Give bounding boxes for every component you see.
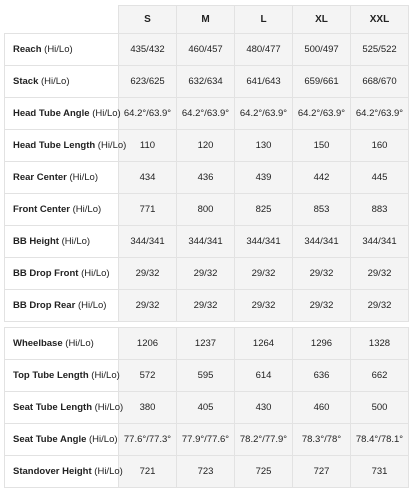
- row-label: BB Drop Rear: [13, 299, 76, 311]
- value-cell-xl: 659/661: [293, 66, 351, 98]
- value-cell-xxl: 731: [351, 456, 409, 488]
- row-unit: (Hi/Lo): [94, 465, 123, 477]
- table-row-bb-drop-front: [5, 258, 409, 290]
- row-label: Reach: [13, 43, 42, 55]
- value-cell-xl: 853: [293, 194, 351, 226]
- value-cell-xl: 636: [293, 360, 351, 392]
- row-unit: (Hi/Lo): [81, 267, 110, 279]
- value-cell-m: 723: [177, 456, 235, 488]
- row-label: BB Drop Front: [13, 267, 79, 279]
- row-label: Rear Center: [13, 171, 67, 183]
- value-cell-l: 344/341: [235, 226, 293, 258]
- row-unit: (Hi/Lo): [92, 107, 121, 119]
- value-cell-xxl: 500: [351, 392, 409, 424]
- value-cell-xxl: 662: [351, 360, 409, 392]
- row-unit: (Hi/Lo): [72, 203, 102, 215]
- value-cell-xxl: 883: [351, 194, 409, 226]
- value-cell-m: 344/341: [177, 226, 235, 258]
- row-label-cell: [5, 194, 119, 226]
- row-unit: (Hi/Lo): [41, 75, 70, 87]
- value-cell-s: 435/432: [119, 34, 177, 66]
- row-label-cell: [5, 290, 119, 322]
- value-cell-l: 614: [235, 360, 293, 392]
- table-row-rear-center: [5, 162, 409, 194]
- row-unit: (Hi/Lo): [44, 43, 73, 55]
- size-header-xl: XL: [293, 6, 351, 34]
- row-label: Front Center: [13, 203, 70, 215]
- value-cell-xxl: 525/522: [351, 34, 409, 66]
- value-cell-xl: 29/32: [293, 290, 351, 322]
- value-cell-s: 77.6°/77.3°: [119, 424, 177, 456]
- value-cell-s: 344/341: [119, 226, 177, 258]
- row-label-cell: [5, 98, 119, 130]
- row-label: Top Tube Length: [13, 369, 89, 381]
- value-cell-s: 434: [119, 162, 177, 194]
- value-cell-xxl: 668/670: [351, 66, 409, 98]
- size-header-l: L: [235, 6, 293, 34]
- row-label-cell: [5, 162, 119, 194]
- table-row-stack: [5, 66, 409, 98]
- value-cell-m: 1237: [177, 328, 235, 360]
- value-cell-xxl: 160: [351, 130, 409, 162]
- table-row-seat-tube-length: [5, 392, 409, 424]
- value-cell-m: 77.9°/77.6°: [177, 424, 235, 456]
- value-cell-m: 436: [177, 162, 235, 194]
- row-label-cell: [5, 34, 119, 66]
- row-unit: (Hi/Lo): [89, 433, 118, 445]
- value-cell-xl: 442: [293, 162, 351, 194]
- row-label-cell: [5, 66, 119, 98]
- value-cell-l: 641/643: [235, 66, 293, 98]
- value-cell-xl: 460: [293, 392, 351, 424]
- size-header-m: M: [177, 6, 235, 34]
- value-cell-s: 623/625: [119, 66, 177, 98]
- value-cell-xxl: 64.2°/63.9°: [351, 98, 409, 130]
- value-cell-s: 1206: [119, 328, 177, 360]
- row-unit: (Hi/Lo): [77, 299, 107, 311]
- value-cell-s: 110: [119, 130, 177, 162]
- table-row-wheelbase: [5, 328, 409, 360]
- row-label: Stack: [13, 75, 39, 87]
- row-label-cell: [5, 226, 119, 258]
- value-cell-xxl: 344/341: [351, 226, 409, 258]
- value-cell-m: 29/32: [177, 258, 235, 290]
- value-cell-m: 460/457: [177, 34, 235, 66]
- value-cell-xxl: 29/32: [351, 290, 409, 322]
- value-cell-m: 64.2°/63.9°: [177, 98, 235, 130]
- table-row-reach: [5, 34, 409, 66]
- row-label-cell: [5, 258, 119, 290]
- row-unit: (Hi/Lo): [94, 401, 124, 413]
- row-label: Wheelbase: [13, 337, 63, 349]
- value-cell-l: 130: [235, 130, 293, 162]
- value-cell-s: 29/32: [119, 258, 177, 290]
- value-cell-l: 1264: [235, 328, 293, 360]
- row-label-cell: [5, 392, 124, 424]
- value-cell-s: 572: [119, 360, 177, 392]
- value-cell-xl: 29/32: [293, 258, 351, 290]
- row-unit: (Hi/Lo): [97, 139, 127, 151]
- table-row-head-tube-angle: [5, 98, 409, 130]
- size-header-xxl: XXL: [351, 6, 409, 34]
- row-label-cell: [5, 424, 119, 456]
- value-cell-xl: 344/341: [293, 226, 351, 258]
- row-unit: (Hi/Lo): [91, 369, 120, 381]
- value-cell-l: 430: [235, 392, 293, 424]
- table-row-standover-height: [5, 456, 409, 488]
- table-row-front-center: [5, 194, 409, 226]
- row-label: Seat Tube Angle: [13, 433, 87, 445]
- row-label-cell: [5, 130, 127, 162]
- value-cell-s: 721: [119, 456, 177, 488]
- row-label-cell: [5, 360, 119, 392]
- header-corner: [5, 6, 119, 34]
- geometry-table: [4, 5, 409, 488]
- value-cell-l: 64.2°/63.9°: [235, 98, 293, 130]
- value-cell-s: 29/32: [119, 290, 177, 322]
- value-cell-xl: 1296: [293, 328, 351, 360]
- value-cell-l: 78.2°/77.9°: [235, 424, 293, 456]
- value-cell-m: 595: [177, 360, 235, 392]
- value-cell-xl: 727: [293, 456, 351, 488]
- table-row-head-tube-length: [5, 130, 409, 162]
- value-cell-s: 380: [119, 392, 177, 424]
- value-cell-xl: 64.2°/63.9°: [293, 98, 351, 130]
- value-cell-xxl: 29/32: [351, 258, 409, 290]
- value-cell-xxl: 78.4°/78.1°: [351, 424, 409, 456]
- value-cell-xxl: 445: [351, 162, 409, 194]
- row-label: Head Tube Length: [13, 139, 96, 151]
- value-cell-xl: 78.3°/78°: [293, 424, 351, 456]
- value-cell-s: 771: [119, 194, 177, 226]
- row-unit: (Hi/Lo): [65, 337, 94, 349]
- value-cell-l: 480/477: [235, 34, 293, 66]
- value-cell-l: 29/32: [235, 290, 293, 322]
- geometry-table-body: [5, 34, 409, 488]
- value-cell-xxl: 1328: [351, 328, 409, 360]
- row-unit: (Hi/Lo): [69, 171, 99, 183]
- value-cell-l: 29/32: [235, 258, 293, 290]
- value-cell-l: 825: [235, 194, 293, 226]
- table-row-bb-height: [5, 226, 409, 258]
- row-label: Seat Tube Length: [13, 401, 92, 413]
- value-cell-m: 29/32: [177, 290, 235, 322]
- value-cell-s: 64.2°/63.9°: [119, 98, 177, 130]
- row-label-cell: [5, 328, 119, 360]
- value-cell-l: 439: [235, 162, 293, 194]
- table-row-seat-tube-angle: [5, 424, 409, 456]
- row-unit: (Hi/Lo): [61, 235, 91, 247]
- size-header-row: [5, 6, 409, 34]
- row-label-cell: [5, 456, 123, 488]
- table-row-bb-drop-rear: [5, 290, 409, 322]
- value-cell-m: 632/634: [177, 66, 235, 98]
- size-header-s: S: [119, 6, 177, 34]
- value-cell-m: 800: [177, 194, 235, 226]
- row-label: BB Height: [13, 235, 59, 247]
- value-cell-xl: 150: [293, 130, 351, 162]
- value-cell-m: 120: [177, 130, 235, 162]
- value-cell-xl: 500/497: [293, 34, 351, 66]
- value-cell-m: 405: [177, 392, 235, 424]
- row-label: Head Tube Angle: [13, 107, 90, 119]
- row-label: Standover Height: [13, 465, 92, 477]
- value-cell-l: 725: [235, 456, 293, 488]
- table-row-top-tube-length: [5, 360, 409, 392]
